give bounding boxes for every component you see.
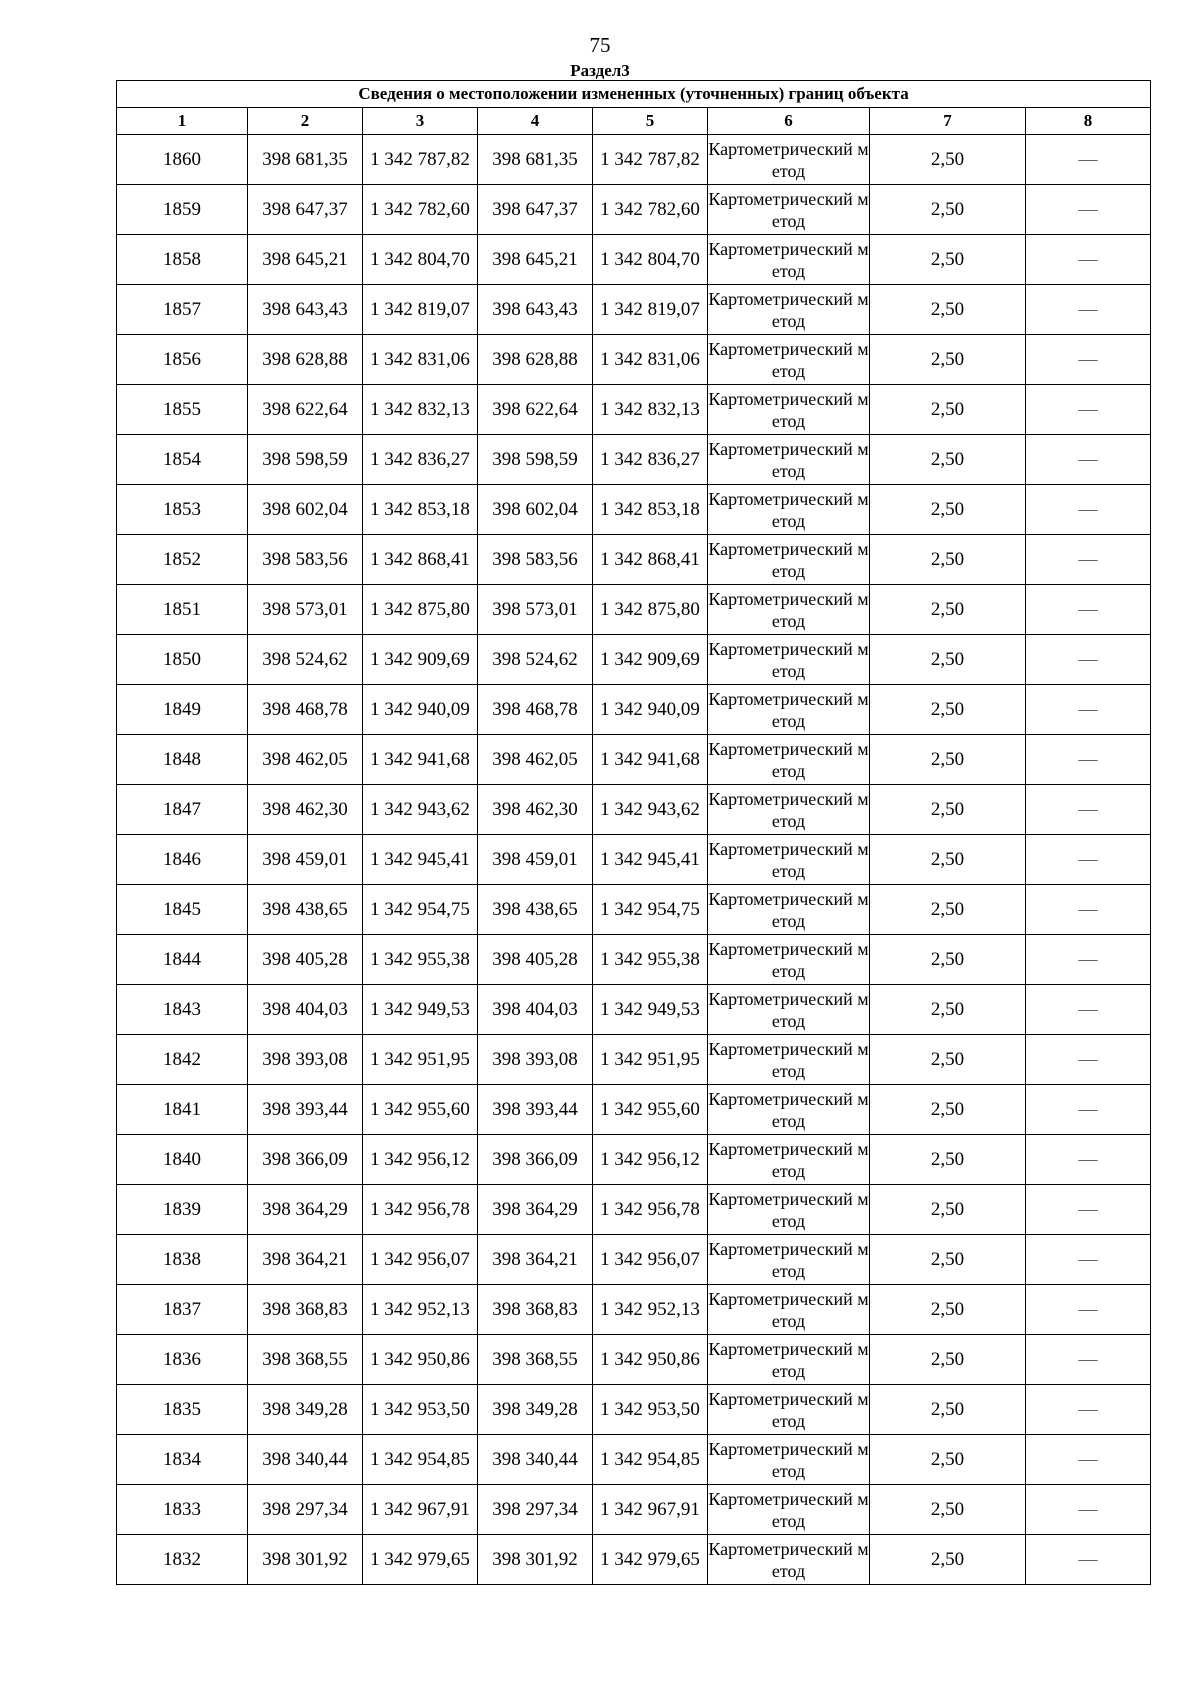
accuracy-cell: 2,50 <box>870 485 1026 535</box>
column-header: 1 <box>117 108 248 135</box>
accuracy-cell: 2,50 <box>870 1335 1026 1385</box>
method-cell: Картометрический метод <box>708 1485 870 1535</box>
y-new-cell: 1 342 832,13 <box>593 385 708 435</box>
x-new-cell: 398 524,62 <box>478 635 593 685</box>
description-cell: — <box>1026 1485 1151 1535</box>
table-row <box>117 1035 1151 1085</box>
y-old-cell: 1 342 782,60 <box>363 185 478 235</box>
table-row <box>117 235 1151 285</box>
point-number-cell: 1859 <box>117 185 248 235</box>
description-cell: — <box>1026 1335 1151 1385</box>
x-new-cell: 398 301,92 <box>478 1535 593 1585</box>
y-new-cell: 1 342 949,53 <box>593 985 708 1035</box>
y-old-cell: 1 342 967,91 <box>363 1485 478 1535</box>
method-cell: Картометрический метод <box>708 185 870 235</box>
table-row <box>117 385 1151 435</box>
method-cell: Картометрический метод <box>708 1435 870 1485</box>
x-old-cell: 398 349,28 <box>248 1385 363 1435</box>
x-old-cell: 398 366,09 <box>248 1135 363 1185</box>
description-cell: — <box>1026 1235 1151 1285</box>
method-cell: Картометрический метод <box>708 1285 870 1335</box>
description-cell: — <box>1026 335 1151 385</box>
y-old-cell: 1 342 940,09 <box>363 685 478 735</box>
x-old-cell: 398 393,44 <box>248 1085 363 1135</box>
table-row <box>117 735 1151 785</box>
point-number-cell: 1857 <box>117 285 248 335</box>
point-number-cell: 1851 <box>117 585 248 635</box>
description-cell: — <box>1026 1085 1151 1135</box>
table-row <box>117 185 1151 235</box>
y-new-cell: 1 342 979,65 <box>593 1535 708 1585</box>
table-row <box>117 935 1151 985</box>
x-old-cell: 398 364,21 <box>248 1235 363 1285</box>
point-number-cell: 1843 <box>117 985 248 1035</box>
point-number-cell: 1860 <box>117 135 248 185</box>
x-old-cell: 398 645,21 <box>248 235 363 285</box>
y-old-cell: 1 342 804,70 <box>363 235 478 285</box>
x-new-cell: 398 583,56 <box>478 535 593 585</box>
y-new-cell: 1 342 956,07 <box>593 1235 708 1285</box>
x-new-cell: 398 462,05 <box>478 735 593 785</box>
table-row <box>117 335 1151 385</box>
y-old-cell: 1 342 956,12 <box>363 1135 478 1185</box>
description-cell: — <box>1026 1535 1151 1585</box>
x-new-cell: 398 468,78 <box>478 685 593 735</box>
method-cell: Картометрический метод <box>708 235 870 285</box>
point-number-cell: 1835 <box>117 1385 248 1435</box>
accuracy-cell: 2,50 <box>870 435 1026 485</box>
point-number-cell: 1839 <box>117 1185 248 1235</box>
point-number-cell: 1847 <box>117 785 248 835</box>
x-old-cell: 398 364,29 <box>248 1185 363 1235</box>
description-cell: — <box>1026 985 1151 1035</box>
method-cell: Картометрический метод <box>708 1385 870 1435</box>
description-cell: — <box>1026 285 1151 335</box>
method-cell: Картометрический метод <box>708 735 870 785</box>
y-old-cell: 1 342 953,50 <box>363 1385 478 1435</box>
method-cell: Картометрический метод <box>708 685 870 735</box>
table-row <box>117 1485 1151 1535</box>
y-new-cell: 1 342 943,62 <box>593 785 708 835</box>
accuracy-cell: 2,50 <box>870 1435 1026 1485</box>
y-new-cell: 1 342 940,09 <box>593 685 708 735</box>
y-old-cell: 1 342 955,38 <box>363 935 478 985</box>
table-row <box>117 1185 1151 1235</box>
x-new-cell: 398 393,44 <box>478 1085 593 1135</box>
accuracy-cell: 2,50 <box>870 235 1026 285</box>
y-new-cell: 1 342 951,95 <box>593 1035 708 1085</box>
x-new-cell: 398 598,59 <box>478 435 593 485</box>
table-row <box>117 485 1151 535</box>
table-row <box>117 985 1151 1035</box>
table-body <box>117 135 1151 1585</box>
page-number: 75 <box>589 33 611 57</box>
table-row <box>117 1235 1151 1285</box>
table-row <box>117 635 1151 685</box>
y-old-cell: 1 342 954,75 <box>363 885 478 935</box>
table-row <box>117 135 1151 185</box>
accuracy-cell: 2,50 <box>870 885 1026 935</box>
x-old-cell: 398 405,28 <box>248 935 363 985</box>
method-cell: Картометрический метод <box>708 135 870 185</box>
x-new-cell: 398 340,44 <box>478 1435 593 1485</box>
method-cell: Картометрический метод <box>708 635 870 685</box>
y-new-cell: 1 342 787,82 <box>593 135 708 185</box>
y-new-cell: 1 342 782,60 <box>593 185 708 235</box>
y-old-cell: 1 342 943,62 <box>363 785 478 835</box>
method-cell: Картометрический метод <box>708 985 870 1035</box>
point-number-cell: 1845 <box>117 885 248 935</box>
x-old-cell: 398 643,43 <box>248 285 363 335</box>
x-old-cell: 398 368,55 <box>248 1335 363 1385</box>
y-new-cell: 1 342 967,91 <box>593 1485 708 1535</box>
y-new-cell: 1 342 950,86 <box>593 1335 708 1385</box>
method-cell: Картометрический метод <box>708 1335 870 1385</box>
table-row <box>117 1435 1151 1485</box>
y-old-cell: 1 342 941,68 <box>363 735 478 785</box>
description-cell: — <box>1026 1135 1151 1185</box>
column-header: 8 <box>1026 108 1151 135</box>
x-new-cell: 398 349,28 <box>478 1385 593 1435</box>
y-new-cell: 1 342 955,60 <box>593 1085 708 1135</box>
y-old-cell: 1 342 951,95 <box>363 1035 478 1085</box>
table-title-row <box>117 81 1151 108</box>
table-row <box>117 1085 1151 1135</box>
description-cell: — <box>1026 135 1151 185</box>
point-number-cell: 1858 <box>117 235 248 285</box>
description-cell: — <box>1026 185 1151 235</box>
x-new-cell: 398 405,28 <box>478 935 593 985</box>
x-new-cell: 398 681,35 <box>478 135 593 185</box>
accuracy-cell: 2,50 <box>870 285 1026 335</box>
point-number-cell: 1844 <box>117 935 248 985</box>
x-new-cell: 398 462,30 <box>478 785 593 835</box>
x-new-cell: 398 297,34 <box>478 1485 593 1535</box>
x-new-cell: 398 393,08 <box>478 1035 593 1085</box>
accuracy-cell: 2,50 <box>870 1085 1026 1135</box>
x-new-cell: 398 645,21 <box>478 235 593 285</box>
x-old-cell: 398 462,05 <box>248 735 363 785</box>
column-header: 7 <box>870 108 1026 135</box>
x-old-cell: 398 459,01 <box>248 835 363 885</box>
accuracy-cell: 2,50 <box>870 1135 1026 1185</box>
table-row <box>117 1335 1151 1385</box>
accuracy-cell: 2,50 <box>870 1485 1026 1535</box>
table-row <box>117 885 1151 935</box>
description-cell: — <box>1026 235 1151 285</box>
y-old-cell: 1 342 853,18 <box>363 485 478 535</box>
x-new-cell: 398 628,88 <box>478 335 593 385</box>
y-old-cell: 1 342 832,13 <box>363 385 478 435</box>
x-old-cell: 398 438,65 <box>248 885 363 935</box>
accuracy-cell: 2,50 <box>870 1285 1026 1335</box>
y-old-cell: 1 342 868,41 <box>363 535 478 585</box>
description-cell: — <box>1026 835 1151 885</box>
table-row <box>117 435 1151 485</box>
table-row <box>117 1285 1151 1335</box>
point-number-cell: 1838 <box>117 1235 248 1285</box>
y-old-cell: 1 342 979,65 <box>363 1535 478 1585</box>
description-cell: — <box>1026 1435 1151 1485</box>
method-cell: Картометрический метод <box>708 485 870 535</box>
method-cell: Картометрический метод <box>708 785 870 835</box>
table-row <box>117 585 1151 635</box>
y-new-cell: 1 342 954,85 <box>593 1435 708 1485</box>
method-cell: Картометрический метод <box>708 535 870 585</box>
x-old-cell: 398 404,03 <box>248 985 363 1035</box>
point-number-cell: 1832 <box>117 1535 248 1585</box>
accuracy-cell: 2,50 <box>870 135 1026 185</box>
method-cell: Картометрический метод <box>708 885 870 935</box>
y-new-cell: 1 342 953,50 <box>593 1385 708 1435</box>
y-new-cell: 1 342 955,38 <box>593 935 708 985</box>
table-row <box>117 535 1151 585</box>
x-old-cell: 398 301,92 <box>248 1535 363 1585</box>
description-cell: — <box>1026 535 1151 585</box>
description-cell: — <box>1026 1035 1151 1085</box>
accuracy-cell: 2,50 <box>870 1535 1026 1585</box>
accuracy-cell: 2,50 <box>870 1185 1026 1235</box>
method-cell: Картометрический метод <box>708 1235 870 1285</box>
x-old-cell: 398 681,35 <box>248 135 363 185</box>
accuracy-cell: 2,50 <box>870 935 1026 985</box>
table-row <box>117 835 1151 885</box>
x-new-cell: 398 643,43 <box>478 285 593 335</box>
table-row <box>117 685 1151 735</box>
y-new-cell: 1 342 956,12 <box>593 1135 708 1185</box>
x-new-cell: 398 459,01 <box>478 835 593 885</box>
method-cell: Картометрический метод <box>708 835 870 885</box>
x-new-cell: 398 364,21 <box>478 1235 593 1285</box>
y-old-cell: 1 342 945,41 <box>363 835 478 885</box>
boundary-points-table <box>116 80 1151 1585</box>
y-old-cell: 1 342 831,06 <box>363 335 478 385</box>
description-cell: — <box>1026 435 1151 485</box>
x-old-cell: 398 368,83 <box>248 1285 363 1335</box>
y-old-cell: 1 342 956,78 <box>363 1185 478 1235</box>
accuracy-cell: 2,50 <box>870 1035 1026 1085</box>
accuracy-cell: 2,50 <box>870 1235 1026 1285</box>
y-old-cell: 1 342 952,13 <box>363 1285 478 1335</box>
point-number-cell: 1849 <box>117 685 248 735</box>
y-old-cell: 1 342 787,82 <box>363 135 478 185</box>
column-header: 2 <box>248 108 363 135</box>
description-cell: — <box>1026 785 1151 835</box>
description-cell: — <box>1026 585 1151 635</box>
y-new-cell: 1 342 875,80 <box>593 585 708 635</box>
column-header: 4 <box>478 108 593 135</box>
point-number-cell: 1853 <box>117 485 248 535</box>
table-row <box>117 785 1151 835</box>
y-old-cell: 1 342 956,07 <box>363 1235 478 1285</box>
accuracy-cell: 2,50 <box>870 635 1026 685</box>
description-cell: — <box>1026 685 1151 735</box>
method-cell: Картометрический метод <box>708 1035 870 1085</box>
table-header-row <box>117 108 1151 135</box>
x-new-cell: 398 438,65 <box>478 885 593 935</box>
x-new-cell: 398 368,83 <box>478 1285 593 1335</box>
accuracy-cell: 2,50 <box>870 535 1026 585</box>
accuracy-cell: 2,50 <box>870 385 1026 435</box>
description-cell: — <box>1026 735 1151 785</box>
table-row <box>117 1385 1151 1435</box>
method-cell: Картометрический метод <box>708 1535 870 1585</box>
y-new-cell: 1 342 945,41 <box>593 835 708 885</box>
y-new-cell: 1 342 804,70 <box>593 235 708 285</box>
x-old-cell: 398 340,44 <box>248 1435 363 1485</box>
point-number-cell: 1854 <box>117 435 248 485</box>
x-old-cell: 398 393,08 <box>248 1035 363 1085</box>
point-number-cell: 1841 <box>117 1085 248 1135</box>
point-number-cell: 1852 <box>117 535 248 585</box>
table-title: Сведения о местоположении измененных (уточненных) границ объекта <box>117 81 1151 108</box>
x-old-cell: 398 524,62 <box>248 635 363 685</box>
y-old-cell: 1 342 836,27 <box>363 435 478 485</box>
section-label: Раздел3 <box>570 61 630 80</box>
y-old-cell: 1 342 819,07 <box>363 285 478 335</box>
y-new-cell: 1 342 952,13 <box>593 1285 708 1335</box>
x-old-cell: 398 622,64 <box>248 385 363 435</box>
method-cell: Картометрический метод <box>708 285 870 335</box>
y-old-cell: 1 342 875,80 <box>363 585 478 635</box>
method-cell: Картометрический метод <box>708 1085 870 1135</box>
y-old-cell: 1 342 909,69 <box>363 635 478 685</box>
y-new-cell: 1 342 831,06 <box>593 335 708 385</box>
y-new-cell: 1 342 909,69 <box>593 635 708 685</box>
x-new-cell: 398 404,03 <box>478 985 593 1035</box>
x-old-cell: 398 628,88 <box>248 335 363 385</box>
point-number-cell: 1836 <box>117 1335 248 1385</box>
point-number-cell: 1837 <box>117 1285 248 1335</box>
x-new-cell: 398 366,09 <box>478 1135 593 1185</box>
point-number-cell: 1834 <box>117 1435 248 1485</box>
column-header: 6 <box>708 108 870 135</box>
x-new-cell: 398 647,37 <box>478 185 593 235</box>
point-number-cell: 1856 <box>117 335 248 385</box>
y-new-cell: 1 342 956,78 <box>593 1185 708 1235</box>
y-old-cell: 1 342 949,53 <box>363 985 478 1035</box>
point-number-cell: 1846 <box>117 835 248 885</box>
y-new-cell: 1 342 853,18 <box>593 485 708 535</box>
point-number-cell: 1842 <box>117 1035 248 1085</box>
table-row <box>117 1135 1151 1185</box>
table-row <box>117 285 1151 335</box>
y-new-cell: 1 342 954,75 <box>593 885 708 935</box>
x-new-cell: 398 622,64 <box>478 385 593 435</box>
method-cell: Картометрический метод <box>708 335 870 385</box>
y-old-cell: 1 342 955,60 <box>363 1085 478 1135</box>
description-cell: — <box>1026 935 1151 985</box>
description-cell: — <box>1026 885 1151 935</box>
table-row <box>117 1535 1151 1585</box>
x-old-cell: 398 573,01 <box>248 585 363 635</box>
method-cell: Картометрический метод <box>708 585 870 635</box>
method-cell: Картометрический метод <box>708 435 870 485</box>
description-cell: — <box>1026 485 1151 535</box>
x-new-cell: 398 573,01 <box>478 585 593 635</box>
x-old-cell: 398 647,37 <box>248 185 363 235</box>
method-cell: Картометрический метод <box>708 935 870 985</box>
point-number-cell: 1850 <box>117 635 248 685</box>
y-new-cell: 1 342 836,27 <box>593 435 708 485</box>
description-cell: — <box>1026 1185 1151 1235</box>
column-header: 3 <box>363 108 478 135</box>
y-new-cell: 1 342 819,07 <box>593 285 708 335</box>
accuracy-cell: 2,50 <box>870 835 1026 885</box>
description-cell: — <box>1026 635 1151 685</box>
method-cell: Картометрический метод <box>708 1185 870 1235</box>
accuracy-cell: 2,50 <box>870 685 1026 735</box>
accuracy-cell: 2,50 <box>870 585 1026 635</box>
point-number-cell: 1840 <box>117 1135 248 1185</box>
x-new-cell: 398 602,04 <box>478 485 593 535</box>
y-new-cell: 1 342 941,68 <box>593 735 708 785</box>
y-old-cell: 1 342 954,85 <box>363 1435 478 1485</box>
x-old-cell: 398 468,78 <box>248 685 363 735</box>
y-old-cell: 1 342 950,86 <box>363 1335 478 1385</box>
accuracy-cell: 2,50 <box>870 1385 1026 1435</box>
point-number-cell: 1855 <box>117 385 248 435</box>
accuracy-cell: 2,50 <box>870 785 1026 835</box>
description-cell: — <box>1026 385 1151 435</box>
point-number-cell: 1833 <box>117 1485 248 1535</box>
x-old-cell: 398 598,59 <box>248 435 363 485</box>
method-cell: Картометрический метод <box>708 1135 870 1185</box>
method-cell: Картометрический метод <box>708 385 870 435</box>
accuracy-cell: 2,50 <box>870 335 1026 385</box>
description-cell: — <box>1026 1385 1151 1435</box>
x-old-cell: 398 583,56 <box>248 535 363 585</box>
x-new-cell: 398 368,55 <box>478 1335 593 1385</box>
x-old-cell: 398 297,34 <box>248 1485 363 1535</box>
accuracy-cell: 2,50 <box>870 985 1026 1035</box>
column-header: 5 <box>593 108 708 135</box>
y-new-cell: 1 342 868,41 <box>593 535 708 585</box>
accuracy-cell: 2,50 <box>870 735 1026 785</box>
accuracy-cell: 2,50 <box>870 185 1026 235</box>
x-new-cell: 398 364,29 <box>478 1185 593 1235</box>
point-number-cell: 1848 <box>117 735 248 785</box>
x-old-cell: 398 462,30 <box>248 785 363 835</box>
x-old-cell: 398 602,04 <box>248 485 363 535</box>
description-cell: — <box>1026 1285 1151 1335</box>
